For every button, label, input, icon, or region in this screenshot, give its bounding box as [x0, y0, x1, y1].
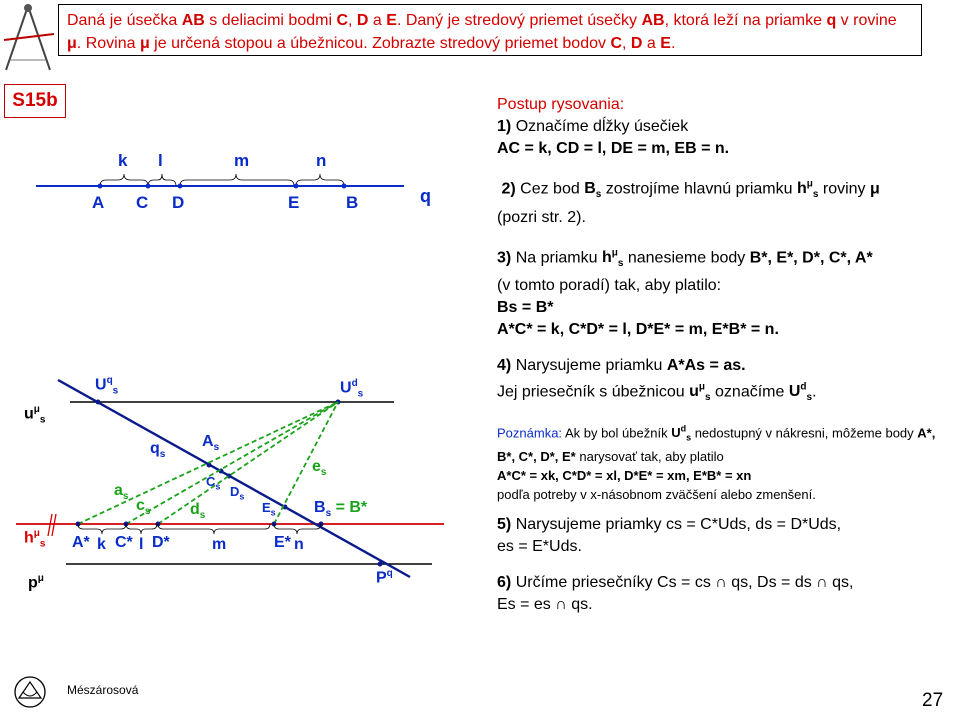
point-a	[98, 184, 103, 189]
step-6-b: Es = es ∩ qs.	[497, 596, 593, 614]
label-d-star: D*	[152, 534, 170, 551]
point-b	[342, 184, 347, 189]
label-a-star: A*	[72, 534, 90, 551]
procedure-text	[497, 94, 937, 616]
point-c	[146, 184, 151, 189]
brace-l	[148, 174, 176, 186]
step-6: 6) Určíme priesečníky Cs = cs ∩ qs, Ds = ds ∩ qs,	[497, 574, 854, 592]
ray-es	[274, 402, 338, 524]
label-h-mu-s: $h^\mu_s$	[24, 528, 46, 550]
label-as: $A_s$	[202, 433, 220, 454]
step-4: 4) Narysujeme priamku A*As = as.	[497, 357, 746, 375]
brace-n-star	[274, 524, 321, 534]
step-3-eq: Bs = B*	[497, 299, 554, 317]
label-bs: $B_s = B*$	[314, 499, 368, 520]
label-ds-point: $D_s$	[230, 484, 245, 502]
step-2: 2) Cez bod $B_s$ zostrojíme hlavnú priamku $h^\mu_s$ roviny μ	[501, 179, 880, 201]
brace-k-star	[78, 524, 126, 534]
label-c-star: C*	[115, 534, 133, 551]
label-d: D	[172, 193, 185, 212]
step-1: 1) Označíme dĺžky úsečiek	[497, 118, 689, 135]
step-1-formula: AC = k, CD = l, DE = m, EB = n.	[497, 140, 730, 157]
label-q: q	[420, 186, 431, 206]
brace-k	[100, 174, 148, 186]
label-e: E	[288, 193, 300, 212]
label-e-star: E*	[274, 534, 291, 551]
brace-m-star	[158, 524, 270, 534]
label-m-star: m	[212, 536, 227, 553]
label-u-mu-s: $u^\mu_s$	[24, 404, 46, 426]
point-d	[178, 184, 183, 189]
note: Poznámka: Ak by bol úbežník $U^d_s$ nedostupný v nákresni, môžeme body A*, B*, C*, D*, E* narysovať tak, aby platilo A*C* = xk, C*D* = xl, D*E* = xm, E*B* = xn podľa potreby v x-násobnom zväčšení alebo zmenšení.	[497, 423, 936, 503]
label-qs: $q_s$	[150, 440, 166, 461]
label-n-star: n	[294, 536, 304, 553]
label-l: l	[158, 151, 163, 170]
slide-label: S15b	[4, 84, 66, 118]
step-3-order: (v tomto poradí) tak, aby platilo:	[497, 277, 722, 295]
step-5-b: es = E*Uds.	[497, 538, 582, 556]
label-cs-line: $c_s$	[136, 497, 151, 518]
step-2-ref: (pozri str. 2).	[497, 208, 586, 226]
label-b: B	[346, 193, 359, 212]
label-uqs: $U^q_s$	[95, 375, 119, 397]
label-p-mu: $p^\mu$	[28, 573, 44, 592]
label-cs-point: $C_s$	[206, 474, 221, 492]
step-5: 5) Narysujeme priamky cs = C*Uds, ds = D*Uds,	[497, 516, 842, 534]
label-pq: $P^q$	[376, 568, 393, 587]
label-es-line: $e_s$	[312, 458, 327, 479]
point-e	[294, 184, 299, 189]
task-description: Daná je úsečka AB s deliacimi bodmi C, D a E. Daný je stredový priemet úsečky AB, ktorá leží na priamke q v rovine μ. Rovina μ je určená stopou a úbežnicou. Zobrazte stredový priemet bodov C, D a E.	[58, 4, 922, 56]
label-as-line: $a_s$	[114, 482, 129, 503]
label-m: m	[234, 151, 250, 170]
brace-m	[180, 174, 294, 186]
step-3: 3) Na priamku $h^\mu_s$ nanesieme body B*, E*, D*, C*, A*	[497, 247, 873, 270]
point-uqs	[96, 400, 101, 405]
author-name: Mészárosová	[67, 683, 139, 697]
brace-n	[296, 174, 344, 186]
label-uds: $U^d_s$	[340, 378, 364, 400]
line-qs	[58, 380, 410, 577]
h-marks	[48, 514, 56, 536]
label-ds-line: $d_s$	[190, 501, 206, 522]
label-k: k	[118, 151, 128, 170]
page-number: 27	[922, 690, 944, 711]
brace-l-star	[126, 524, 157, 534]
author-logo-icon	[10, 672, 50, 712]
label-n: n	[316, 151, 327, 170]
ray-ds	[158, 402, 338, 524]
step-3-formula: A*C* = k, C*D* = l, D*E* = m, E*B* = n.	[497, 321, 779, 339]
procedure-heading: Postup rysovania:	[497, 96, 625, 113]
step-4-b: Jej priesečník s úbežnicou $u^\mu_s$ označíme $U^d_s$.	[497, 382, 817, 404]
label-k-star: k	[97, 536, 106, 553]
point-pq	[378, 562, 383, 567]
label-l-star: l	[139, 536, 144, 553]
label-es-point: $E_s$	[262, 500, 276, 518]
label-a: A	[92, 193, 105, 212]
label-c: C	[136, 193, 149, 212]
